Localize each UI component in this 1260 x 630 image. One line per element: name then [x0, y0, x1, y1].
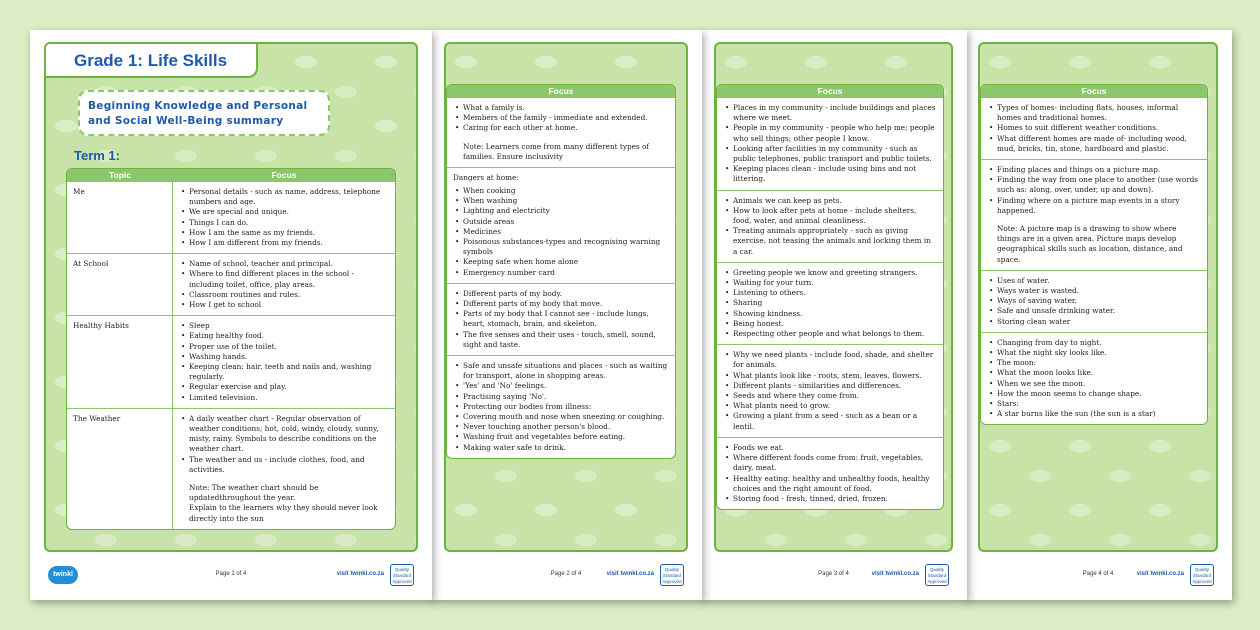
- focus-header: Focus: [717, 85, 943, 97]
- list-item: • The moon:: [997, 358, 1201, 368]
- list-item: • How the moon seems to change shape.: [997, 389, 1201, 399]
- block-intro: Dangers at home:: [453, 173, 519, 183]
- list-item: • Washing hands.: [189, 352, 389, 362]
- list-item: • Being honest.: [733, 319, 937, 329]
- table-row: [981, 270, 1207, 332]
- list-item: • Emergency number card: [463, 268, 669, 278]
- focus-table: [446, 84, 676, 459]
- list-item: • Proper use of the toilet.: [189, 342, 389, 352]
- list-item: • Personal details - such as name, address, telephone numbers and age.: [189, 187, 389, 207]
- table-row: [447, 355, 675, 458]
- term-label: Term 1:: [74, 148, 120, 163]
- list-item: • We are special and unique.: [189, 207, 389, 217]
- list-item: • Where different foods come from: fruit, vegetables, dairy, meat.: [733, 453, 937, 473]
- focus-table: [716, 84, 944, 510]
- list-item: • Finding where on a picture map events in a story happened.: [997, 196, 1201, 216]
- list-item: • Treating animals appropriately - such as giving exercise, not teasing the animals and locking them in a car.: [733, 226, 937, 257]
- list-item: • Washing fruit and vegetables before eating.: [463, 432, 669, 442]
- focus-list: [453, 103, 669, 162]
- focus-cell: [447, 283, 675, 355]
- page-1-panel: [44, 42, 418, 552]
- focus-header: Focus: [981, 85, 1207, 97]
- table-row: [717, 344, 943, 437]
- list-item: • Limited television.: [189, 393, 389, 403]
- note-text: Note: A picture map is a drawing to show where things are in a given area. Picture maps develop geographical skills such as location, distance, and space.: [997, 224, 1183, 264]
- list-item: • Why we need plants - include food, shade, and shelter for animals.: [733, 350, 937, 370]
- focus-cell: [717, 344, 943, 437]
- table-row: [447, 283, 675, 355]
- list-item: • Making water safe to drink.: [463, 443, 669, 453]
- focus-cell: [717, 190, 943, 262]
- list-item: • The weather and us - include clothes, food, and activities.: [189, 455, 389, 475]
- list-item: • Stars:: [997, 399, 1201, 409]
- list-item: • Animals we can keep as pets.: [733, 196, 937, 206]
- focus-list: [453, 361, 669, 453]
- focus-list: [179, 259, 389, 310]
- list-item: • Different parts of my body.: [463, 289, 669, 299]
- list-item: • Storing clean water: [997, 317, 1201, 327]
- visit-link[interactable]: visit twinkl.co.za: [606, 571, 654, 577]
- page-2-panel: [444, 42, 688, 552]
- focus-cell: [981, 97, 1207, 159]
- list-item: • Medicines: [463, 227, 669, 237]
- focus-cell: [173, 181, 395, 253]
- focus-list: [723, 196, 937, 257]
- list-item: • What plants need to grow.: [733, 401, 937, 411]
- focus-list: [453, 186, 669, 278]
- list-item: • Storing food - fresh, tinned, dried, frozen.: [733, 494, 937, 504]
- table-row: [447, 97, 675, 167]
- list-item: • When we see the moon.: [997, 379, 1201, 389]
- focus-list: [723, 350, 937, 432]
- twinkl-logo[interactable]: twinkl: [48, 566, 78, 584]
- list-item: • How I am different from my friends.: [189, 238, 389, 248]
- topic-cell: The Weather: [67, 408, 173, 529]
- focus-list: [179, 187, 389, 248]
- table-row: [981, 97, 1207, 159]
- list-item: • Waiting for your turn.: [733, 278, 937, 288]
- list-item: • Looking after facilities in my community - such as public telephones, public transport and public toilets.: [733, 144, 937, 164]
- table-row: [67, 315, 395, 408]
- table-row: [717, 262, 943, 344]
- list-item: • Parts of my body that I cannot see - include lungs, heart, stomach, brain, and skeleton.: [463, 309, 669, 329]
- list-item: • Protecting our bodies from illness:: [463, 402, 669, 412]
- focus-list: [179, 321, 389, 403]
- list-item: • Safe and unsafe drinking water.: [997, 306, 1201, 316]
- list-item: • A star burns like the sun (the sun is a star): [997, 409, 1201, 419]
- focus-table: [980, 84, 1208, 425]
- table-row: [981, 332, 1207, 425]
- page-3-panel: [714, 42, 953, 552]
- list-item: • Uses of water.: [997, 276, 1201, 286]
- visit-link[interactable]: visit twinkl.co.za: [336, 571, 384, 577]
- list-item: • Keeping safe when home alone: [463, 257, 669, 267]
- page-title: Grade 1: Life Skills: [46, 44, 258, 78]
- page-number: Page 1 of 4: [215, 571, 247, 577]
- focus-list: [987, 276, 1201, 327]
- focus-cell: [447, 355, 675, 458]
- list-item: • A daily weather chart - Regular observation of weather conditions; hot, cold, windy, cloudy, sunny, misty, rainy. Symbols to describe conditions on the weather chart.: [189, 414, 389, 455]
- quality-badge: Quality Standard Approved: [660, 564, 684, 586]
- list-item: • Ways water is wasted.: [997, 286, 1201, 296]
- note-text: Note: The weather chart should be updatedthroughout the year.: [189, 483, 319, 503]
- page-footer: [714, 560, 953, 590]
- list-item: • What a family is.: [463, 103, 669, 113]
- list-item: • What the moon looks like.: [997, 368, 1201, 378]
- list-item: • Finding places and things on a picture map.: [997, 165, 1201, 175]
- focus-list: [723, 443, 937, 504]
- list-item: • How to look after pets at home - include shelters, food, water, and animal cleanliness.: [733, 206, 937, 226]
- focus-cell: [717, 437, 943, 509]
- table-row: [447, 167, 675, 283]
- focus-header: Focus: [447, 85, 675, 97]
- focus-list: [453, 289, 669, 350]
- list-item: • Different parts of my body that move.: [463, 299, 669, 309]
- list-item: • How I get to school: [189, 300, 389, 310]
- list-item: • Foods we eat.: [733, 443, 937, 453]
- list-item: • 'Yes' and 'No' feelings.: [463, 381, 669, 391]
- focus-list: [987, 165, 1201, 265]
- quality-badge: Quality Standard Approved: [390, 564, 414, 586]
- list-item: • Growing a plant from a seed - such as a bean or a lentil.: [733, 411, 937, 431]
- focus-cell: [173, 253, 395, 315]
- list-item: • Never touching another person's blood.: [463, 422, 669, 432]
- list-item: • Homes to suit different weather conditions.: [997, 123, 1201, 133]
- table-row: [981, 159, 1207, 270]
- list-item: • Sharing: [733, 298, 937, 308]
- list-item: • Safe and unsafe situations and places - such as waiting for transport, alone in shopping areas.: [463, 361, 669, 381]
- list-item: • Members of the family - immediate and extended.: [463, 113, 669, 123]
- list-item: • Finding the way from one place to another (use words such as: along, over, under, up and down).: [997, 175, 1201, 195]
- list-item: • The five senses and their uses - touch, smell, sound, sight and taste.: [463, 330, 669, 350]
- list-item: • What plants look like - roots, stem, leaves, flowers.: [733, 371, 937, 381]
- list-item: • Eating healthy food.: [189, 331, 389, 341]
- list-item: • Keeping clean: hair, teeth and nails and, washing regularly.: [189, 362, 389, 382]
- page-2: [430, 30, 702, 600]
- list-item: • Poisonous substances-types and recognising warning symbols: [463, 237, 669, 257]
- page-number: Page 3 of 4: [818, 571, 849, 577]
- note-text: Explain to the learners why they should never look directly into the sun: [189, 503, 378, 523]
- list-item: • Covering mouth and nose when sneezing or coughing.: [463, 412, 669, 422]
- list-item: • Things I can do.: [189, 218, 389, 228]
- focus-cell: [981, 332, 1207, 425]
- table-row: [717, 97, 943, 190]
- list-item: • Greeting people we know and greeting strangers.: [733, 268, 937, 278]
- table-row: [67, 181, 395, 253]
- list-item: • What different homes are made of- including wood, mud, bricks, tin, stone, hardboard and plastic.: [997, 134, 1201, 154]
- list-item: • Practising saying 'No'.: [463, 392, 669, 402]
- visit-link[interactable]: visit twinkl.co.za: [871, 571, 919, 577]
- page-number: Page 2 of 4: [550, 571, 582, 577]
- page-footer: [44, 560, 418, 590]
- list-item: • Regular exercise and play.: [189, 382, 389, 392]
- focus-list: [179, 414, 389, 524]
- topic-cell: Me: [67, 181, 173, 253]
- focus-list: [723, 103, 937, 185]
- list-item: • Types of homes- including flats, houses, informal homes and traditional homes.: [997, 103, 1201, 123]
- focus-cell: [981, 270, 1207, 332]
- list-item: • Listening to others.: [733, 288, 937, 298]
- focus-header: Focus: [173, 169, 395, 181]
- quality-badge: Quality Standard Approved: [925, 564, 949, 586]
- page-footer: [978, 560, 1218, 590]
- list-item: • Places in my community - include buildings and places where we meet.: [733, 103, 937, 123]
- list-item: • Classroom routines and rules.: [189, 290, 389, 300]
- list-item: • What the night sky looks like.: [997, 348, 1201, 358]
- list-item: • Sleep: [189, 321, 389, 331]
- list-item: • People in my community - people who help me; people who sell things; other people I know.: [733, 123, 937, 143]
- list-item: • Changing from day to night.: [997, 338, 1201, 348]
- focus-list: [723, 268, 937, 339]
- focus-cell: [981, 159, 1207, 270]
- list-item: • When washing: [463, 196, 669, 206]
- list-item: • Keeping places clean - include using bins and not littering.: [733, 164, 937, 184]
- note-text: Note: Learners come from many different types of families. Ensure inclusivity: [463, 141, 650, 161]
- table-row: [67, 408, 395, 529]
- list-item: • Seeds and where they come from.: [733, 391, 937, 401]
- quality-badge: Quality Standard Approved: [1190, 564, 1214, 586]
- page-4: [964, 30, 1232, 600]
- list-item: • When cooking: [463, 186, 669, 196]
- page-1: [30, 30, 432, 600]
- list-item: • Caring for each other at home.: [463, 123, 669, 133]
- focus-cell: [447, 97, 675, 167]
- focus-cell: [173, 315, 395, 408]
- focus-list: [987, 338, 1201, 420]
- list-item: • Different plants - similarities and differences.: [733, 381, 937, 391]
- visit-link[interactable]: visit twinkl.co.za: [1136, 571, 1184, 577]
- focus-cell: [173, 408, 395, 529]
- topic-cell: Healthy Habits: [67, 315, 173, 408]
- page-4-panel: [978, 42, 1218, 552]
- table-row: [717, 190, 943, 262]
- list-item: • Respecting other people and what belongs to them.: [733, 329, 937, 339]
- topic-cell: At School: [67, 253, 173, 315]
- page-number: Page 4 of 4: [1082, 571, 1114, 577]
- list-item: • Healthy eating: healthy and unhealthy foods, healthy choices and the right amount of food.: [733, 474, 937, 494]
- page-subtitle: Beginning Knowledge and Personal and Social Well-Being summary: [78, 90, 330, 136]
- page-footer: [444, 560, 688, 590]
- page-3: [700, 30, 967, 600]
- list-item: • Name of school, teacher and principal.: [189, 259, 389, 269]
- list-item: • How I am the same as my friends.: [189, 228, 389, 238]
- list-item: • Showing kindness.: [733, 309, 937, 319]
- focus-cell: [717, 97, 943, 190]
- focus-list: [987, 103, 1201, 154]
- table-row: [67, 253, 395, 315]
- focus-cell: [717, 262, 943, 344]
- term-table: [66, 168, 396, 530]
- list-item: • Where to find different places in the school - including toilet, office, play areas.: [189, 269, 389, 289]
- topic-header: Topic: [67, 169, 173, 181]
- focus-cell: [447, 167, 675, 283]
- table-row: [717, 437, 943, 509]
- list-item: • Lighting and electricity: [463, 206, 669, 216]
- list-item: • Ways of saving water.: [997, 296, 1201, 306]
- list-item: • Outside areas: [463, 217, 669, 227]
